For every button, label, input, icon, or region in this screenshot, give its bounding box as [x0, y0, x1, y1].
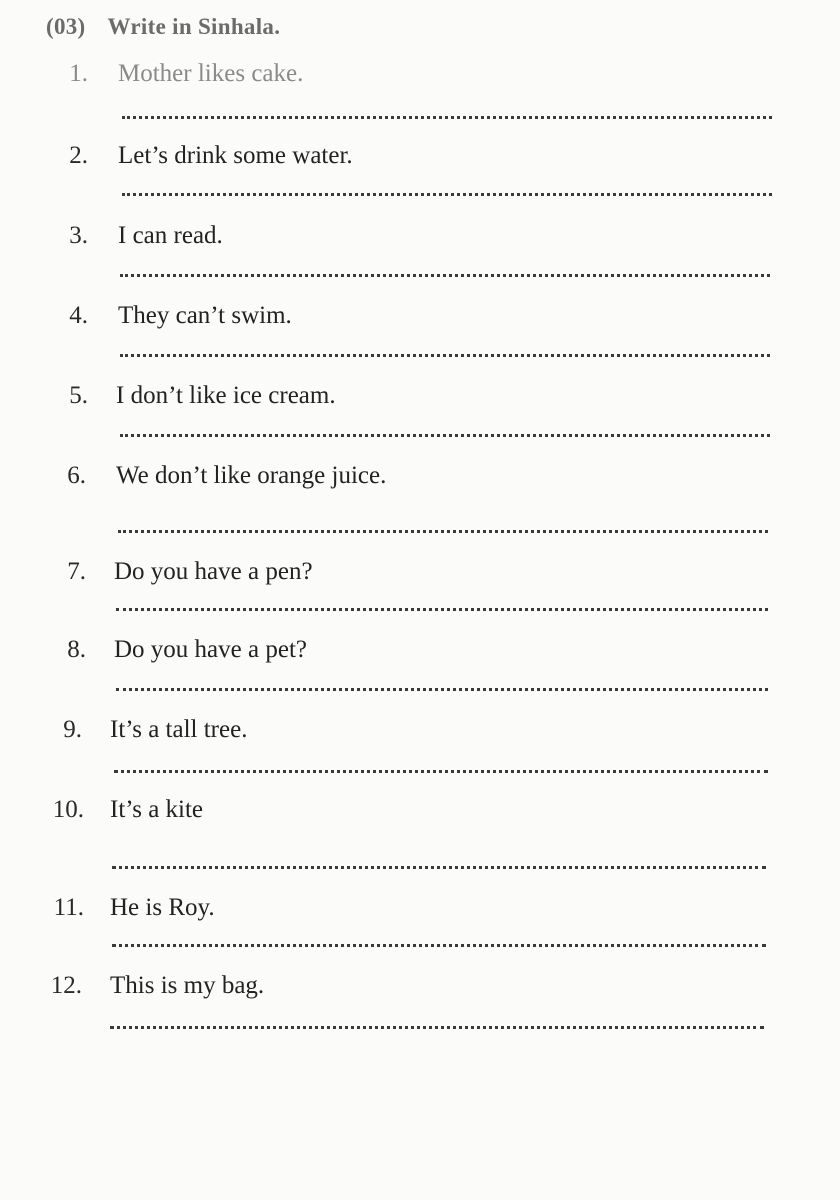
- item-number: 7.: [67, 558, 86, 585]
- item-number: 9.: [63, 716, 82, 743]
- list-item: [0, 796, 840, 866]
- list-item: [0, 894, 840, 964]
- item-sentence: Let’s drink some water.: [118, 142, 353, 169]
- item-sentence: Do you have a pet?: [114, 636, 307, 663]
- item-sentence: I don’t like ice cream.: [116, 382, 336, 409]
- item-sentence: We don’t like orange juice.: [116, 462, 387, 489]
- item-sentence: I can read.: [118, 222, 223, 249]
- answer-line[interactable]: [120, 434, 770, 437]
- item-number: 12.: [50, 972, 82, 999]
- item-number: 4.: [69, 302, 88, 329]
- item-sentence: Do you have a pen?: [114, 558, 313, 585]
- answer-line[interactable]: [114, 770, 768, 773]
- list-item: [0, 462, 840, 532]
- exercise-number: (03): [46, 14, 86, 39]
- list-item: [0, 972, 840, 1042]
- item-sentence: This is my bag.: [110, 972, 265, 999]
- item-sentence: It’s a kite: [110, 796, 204, 823]
- answer-line[interactable]: [112, 866, 766, 869]
- item-number: 8.: [67, 636, 86, 663]
- item-number: 10.: [52, 796, 84, 823]
- answer-line[interactable]: [122, 193, 772, 196]
- item-number: 2.: [69, 142, 88, 169]
- exercise-heading: [46, 14, 280, 40]
- exercise-instruction: Write in Sinhala.: [107, 14, 281, 39]
- answer-line[interactable]: [112, 944, 766, 947]
- list-item: [0, 222, 840, 292]
- item-number: 6.: [67, 462, 86, 489]
- item-number: 11.: [53, 894, 84, 921]
- answer-line[interactable]: [110, 1026, 764, 1029]
- list-item: [0, 382, 840, 452]
- list-item: [0, 558, 840, 628]
- item-number: 1.: [69, 60, 88, 87]
- item-number: 3.: [69, 222, 88, 249]
- list-item: [0, 142, 840, 212]
- answer-line[interactable]: [120, 274, 770, 277]
- list-item: [0, 60, 840, 130]
- answer-line[interactable]: [120, 354, 770, 357]
- answer-line[interactable]: [118, 530, 768, 533]
- item-sentence: They can’t swim.: [118, 302, 292, 329]
- item-sentence: He is Roy.: [110, 894, 215, 921]
- answer-line[interactable]: [116, 608, 768, 611]
- item-sentence: It’s a tall tree.: [110, 716, 248, 743]
- answer-line[interactable]: [116, 688, 768, 691]
- list-item: [0, 716, 840, 786]
- item-sentence: Mother likes cake.: [118, 60, 304, 87]
- item-number: 5.: [69, 382, 88, 409]
- list-item: [0, 636, 840, 706]
- answer-line[interactable]: [122, 116, 772, 119]
- list-item: [0, 302, 840, 372]
